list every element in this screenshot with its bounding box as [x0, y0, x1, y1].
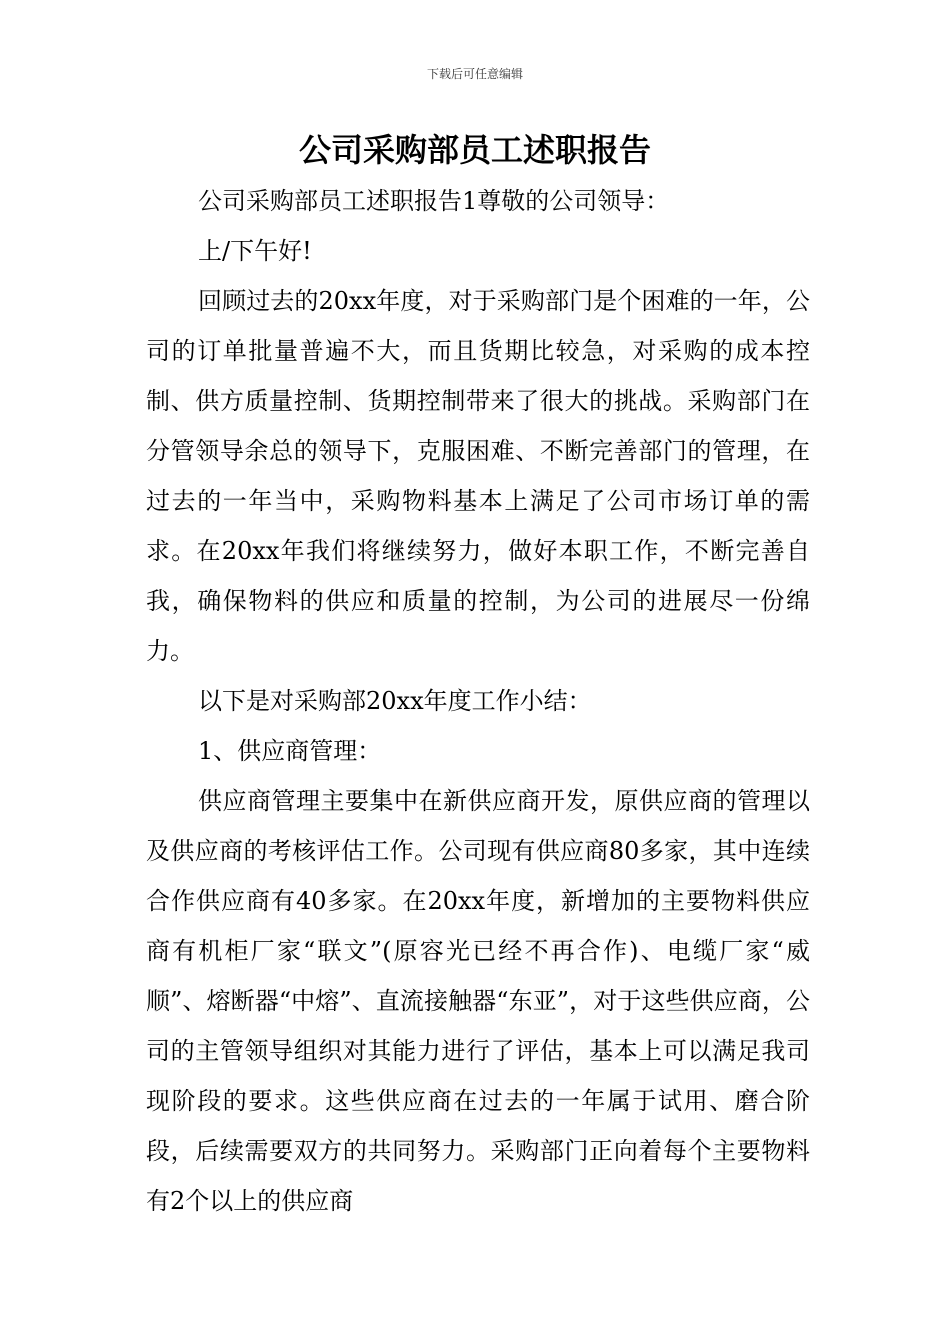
paragraph-summary-intro: 以下是对采购部20xx年度工作小结：	[198, 687, 592, 715]
paragraph-salutation: 上/下午好!	[198, 237, 312, 265]
paragraph-greeting: 公司采购部员工述职报告1尊敬的公司领导：	[198, 187, 670, 215]
paragraph-supplier-management: 供应商管理主要集中在新供应商开发，原供应商的管理以及供应商的考核评估工作。公司现有供应商80多家，其中连续合作供应商有40多家。在20xx年度，新增加的主要物料供应商有机柜厂家“联文”(原容光已经不再合作)、电缆厂家“威顺”、熔断器“中熔”、直流接触器“东亚”，对于这些供应商，公司的主管领导组织对其能力进行了评估，基本上可以满足我司现阶段的要求。这些供应商在过去的一年属于试用、磨合阶段，后续需要双方的共同努力。采购部门正向着每个主要物料有2个以上的供应商	[146, 787, 810, 1215]
paragraph-review: 回顾过去的20xx年度，对于采购部门是个困难的一年，公司的订单批量普遍不大，而且货期比较急，对采购的成本控制、供方质量控制、货期控制带来了很大的挑战。采购部门在分管领导余总的领导下，克服困难、不断完善部门的管理，在过去的一年当中，采购物料基本上满足了公司市场订单的需求。在20xx年我们将继续努力，做好本职工作，不断完善自我，确保物料的供应和质量的控制，为公司的进展尽一份绵力。	[146, 287, 810, 665]
header-note: 下载后可任意编辑	[426, 67, 523, 81]
document-title: 公司采购部员工述职报告	[298, 131, 651, 169]
section-heading-supplier-management: 1、供应商管理：	[198, 737, 382, 765]
document-body	[146, 176, 810, 1226]
